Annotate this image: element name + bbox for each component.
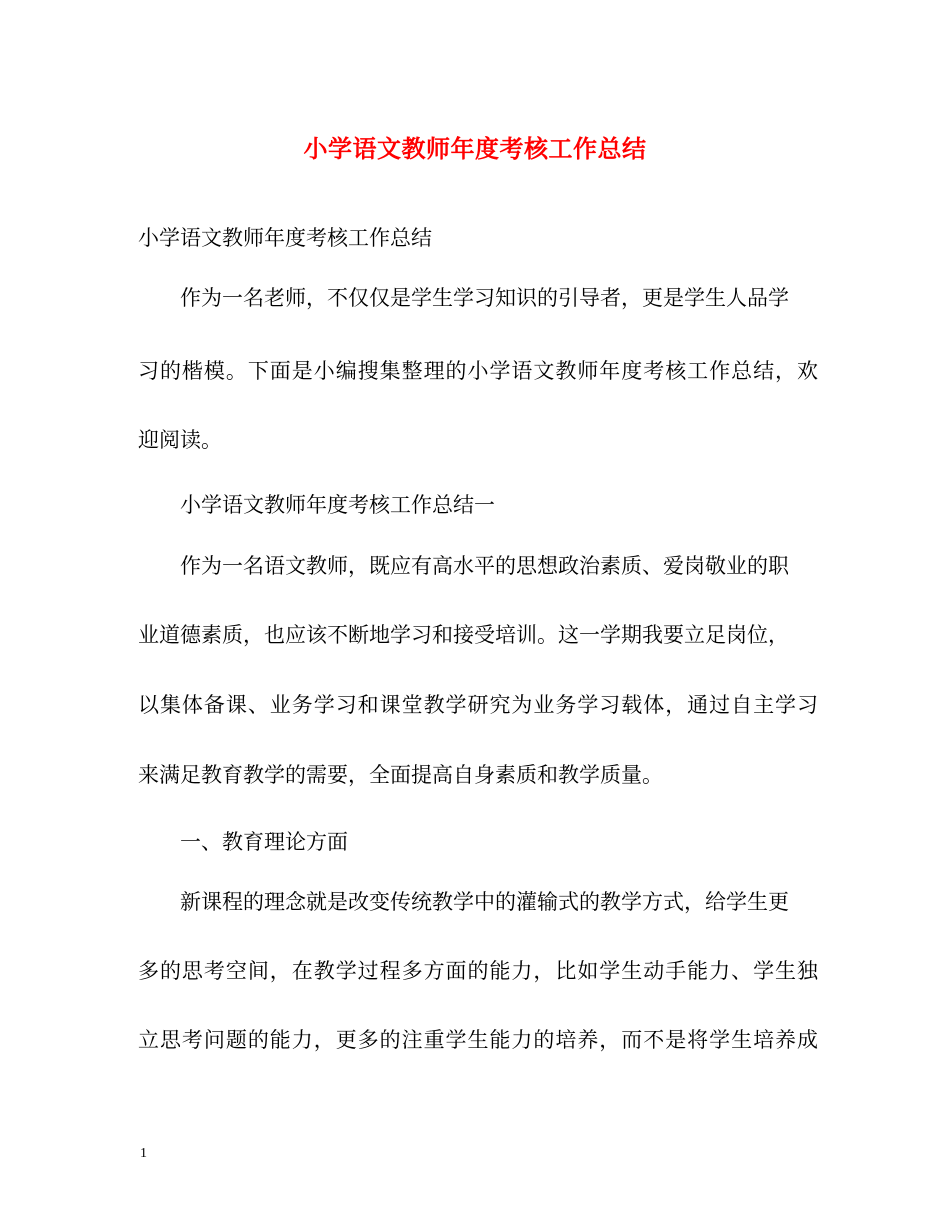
- text-line-section-heading: 一、教育理论方面: [138, 830, 348, 854]
- text-line: 来满足教育教学的需要，全面提高自身素质和教学质量。: [138, 763, 663, 787]
- text-line: 立思考问题的能力，更多的注重学生能力的培养，而不是将学生培养成: [138, 1028, 818, 1052]
- document-title: 小学语文教师年度考核工作总结: [303, 134, 647, 163]
- text-line: 多的思考空间，在教学过程多方面的能力，比如学生动手能力、学生独: [138, 959, 818, 983]
- text-line-subtitle: 小学语文教师年度考核工作总结: [138, 226, 432, 250]
- text-line: 习的楷模。下面是小编搜集整理的小学语文教师年度考核工作总结，欢: [138, 359, 818, 383]
- text-line: 以集体备课、业务学习和课堂教学研究为业务学习载体，通过自主学习: [138, 693, 818, 717]
- text-line-section-heading: 小学语文教师年度考核工作总结一: [138, 493, 495, 517]
- text-line: 业道德素质，也应该不断地学习和接受培训。这一学期我要立足岗位，: [138, 623, 789, 647]
- text-line: 新课程的理念就是改变传统教学中的灌输式的教学方式，给学生更: [138, 890, 789, 914]
- page-number: 1: [140, 1146, 147, 1161]
- text-line: 迎阅读。: [138, 428, 222, 452]
- text-line: 作为一名老师，不仅仅是学生学习知识的引导者，更是学生人品学: [138, 286, 789, 310]
- text-line: 作为一名语文教师，既应有高水平的思想政治素质、爱岗敬业的职: [138, 554, 789, 578]
